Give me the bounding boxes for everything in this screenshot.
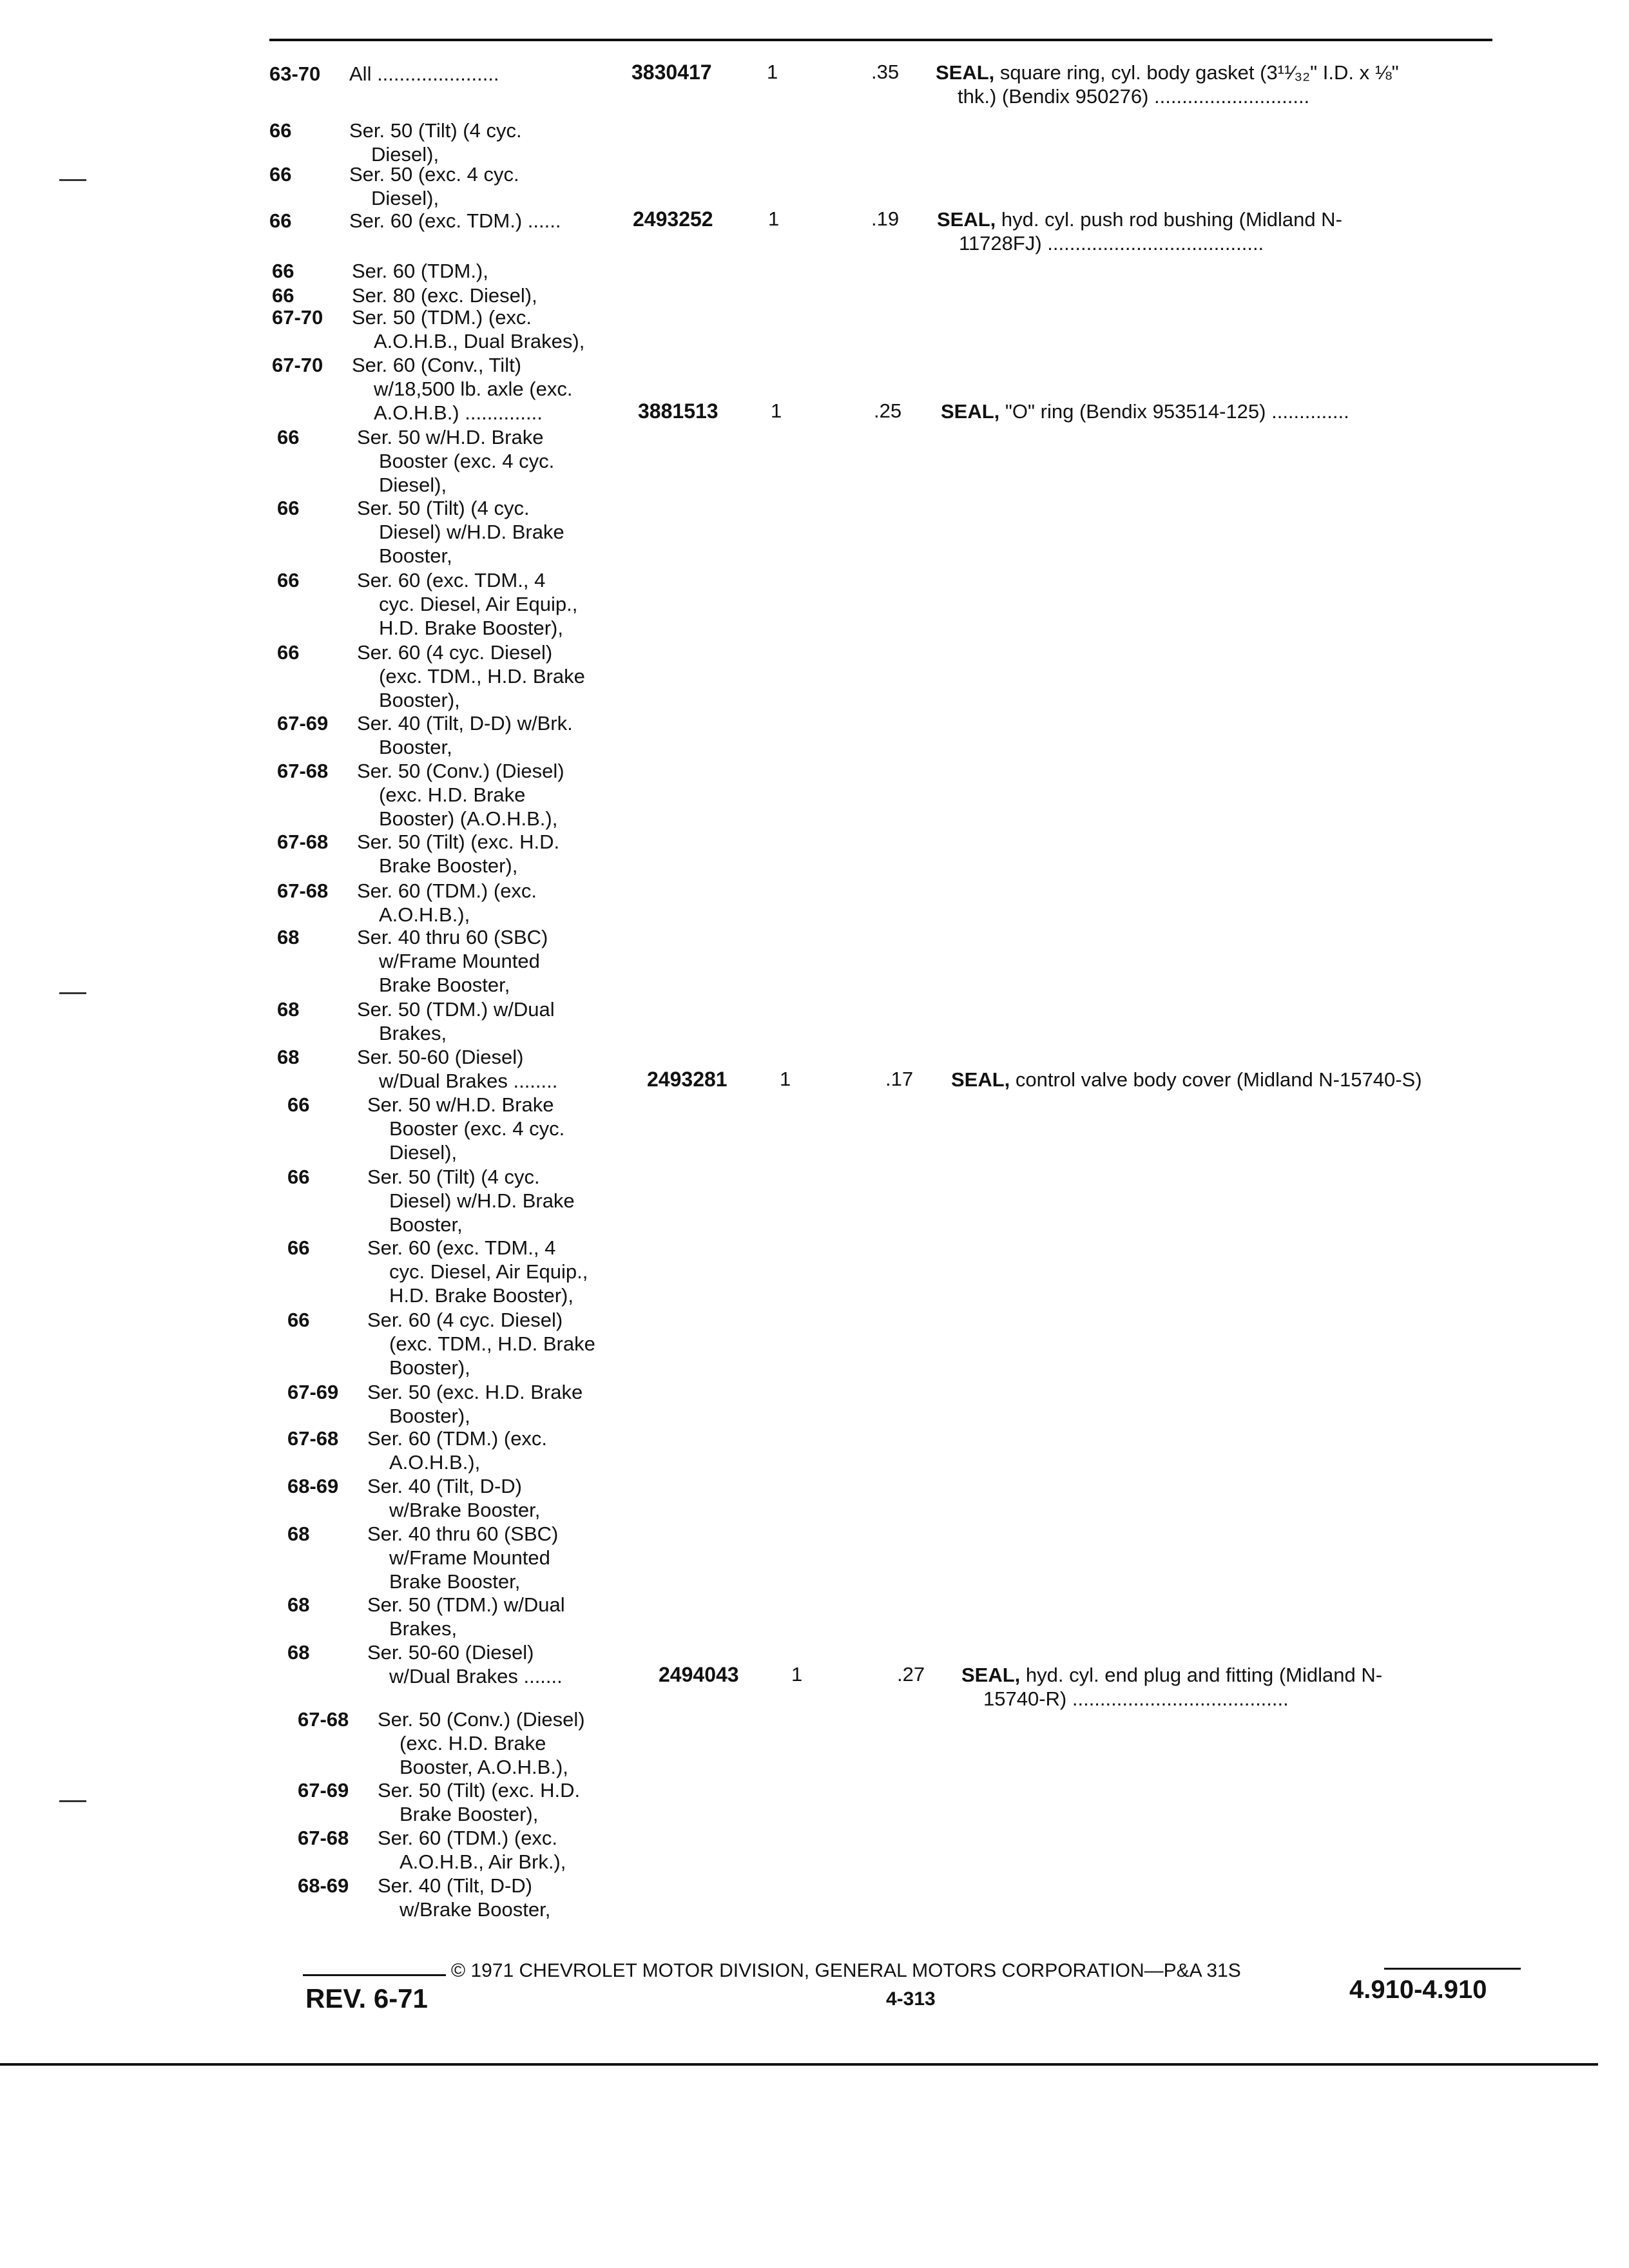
- part-number: 2493281: [647, 1068, 728, 1091]
- top-rule: [269, 39, 1492, 41]
- bottom-rule: [0, 2063, 1598, 2066]
- quantity: 1: [768, 207, 780, 230]
- application-text: [357, 830, 559, 878]
- model-years: 63-70: [269, 62, 321, 85]
- application-line: w/18,500 lb. axle (exc.: [374, 378, 573, 400]
- footer-copyright: © 1971 CHEVROLET MOTOR DIVISION, GENERAL MOTORS CORPORATION—P&A 31S: [451, 1960, 1241, 1981]
- application-text: [367, 1093, 564, 1164]
- application-line: (exc. TDM., H.D. Brake: [389, 1332, 595, 1355]
- part-number: 3830417: [631, 61, 712, 84]
- application-line: Ser. 80 (exc. Diesel),: [352, 284, 537, 307]
- application-line: cyc. Diesel, Air Equip.,: [389, 1260, 588, 1283]
- application-line: Brake Booster),: [379, 854, 518, 877]
- part-description: [961, 1663, 1382, 1711]
- part-description: [937, 207, 1342, 255]
- application-line: Diesel) w/H.D. Brake: [379, 521, 564, 543]
- description-text: hyd. cyl. push rod bushing (Midland N-: [996, 208, 1342, 231]
- application-line: Brake Booster,: [389, 1570, 521, 1593]
- application-line: w/Frame Mounted: [379, 950, 540, 972]
- footer-rule-left: [303, 1974, 446, 1976]
- description-text: square ring, cyl. body gasket (3¹¹⁄₃₂" I.D. x ⅛": [994, 61, 1399, 84]
- application-line: Ser. 60 (TDM.) (exc.: [357, 879, 537, 902]
- application-line: Ser. 50-60 (Diesel): [357, 1046, 524, 1068]
- description-continuation: thk.) (Bendix 950276) ............................: [958, 85, 1310, 108]
- application-line: Brakes,: [379, 1022, 447, 1044]
- application-text: [367, 1165, 575, 1236]
- application-line: (exc. TDM., H.D. Brake: [379, 665, 585, 687]
- application-line: Brakes,: [389, 1617, 458, 1640]
- model-years: 67-70: [272, 354, 323, 376]
- model-years: 67-69: [287, 1381, 339, 1403]
- application-line: Booster,: [379, 736, 452, 758]
- quantity: 1: [767, 61, 778, 83]
- application-line: Booster, A.O.H.B.),: [400, 1756, 568, 1778]
- page-number: 4-313: [886, 1988, 936, 2010]
- application-line: cyc. Diesel, Air Equip.,: [379, 593, 578, 615]
- description-keyword: SEAL,: [936, 61, 995, 84]
- application-line: Ser. 60 (TDM.) (exc.: [378, 1827, 558, 1849]
- application-line: Ser. 60 (Conv., Tilt): [352, 354, 522, 376]
- model-years: 67-70: [272, 306, 323, 329]
- application-line: Brake Booster),: [400, 1803, 539, 1825]
- application-text: [378, 1707, 585, 1779]
- model-years: 68-69: [298, 1874, 349, 1897]
- model-years: 67-68: [298, 1827, 349, 1849]
- model-years: 68: [287, 1641, 310, 1664]
- model-years: 68: [277, 926, 300, 948]
- footer-rule-right: [1384, 1968, 1521, 1970]
- application-line: A.O.H.B., Air Brk.),: [400, 1850, 566, 1873]
- application-line: Ser. 50 (Tilt) (4 cyc.: [357, 497, 530, 519]
- application-line: Diesel) w/H.D. Brake: [389, 1189, 575, 1212]
- model-years: 67-68: [277, 831, 329, 853]
- description-continuation: 11728FJ) .......................................: [959, 232, 1264, 255]
- application-line: Ser. 50 (Conv.) (Diesel): [357, 760, 564, 782]
- part-description: [936, 61, 1399, 108]
- price: .25: [874, 399, 902, 422]
- description-continuation: 15740-R) .......................................: [983, 1687, 1289, 1710]
- application-text: [349, 119, 522, 166]
- application-line: Booster,: [389, 1213, 463, 1236]
- application-line: Ser. 60 (exc. TDM., 4: [357, 569, 546, 591]
- application-line: A.O.H.B.),: [389, 1451, 481, 1474]
- application-text: [378, 1778, 580, 1826]
- model-years: 66: [277, 569, 300, 591]
- application-line: w/Brake Booster,: [400, 1898, 551, 1921]
- description-keyword: SEAL,: [941, 400, 1000, 423]
- description-keyword: SEAL,: [961, 1664, 1021, 1686]
- application-line: Booster (exc. 4 cyc.: [389, 1117, 565, 1140]
- application-text: [357, 711, 573, 759]
- margin-tick: [59, 992, 86, 994]
- model-years: 67-68: [287, 1427, 339, 1450]
- model-years: 66: [277, 641, 300, 664]
- application-text: [367, 1380, 583, 1428]
- application-text: [367, 1427, 547, 1474]
- part-description: [951, 1068, 1422, 1091]
- application-line: Ser. 50 (Tilt) (4 cyc.: [367, 1166, 540, 1188]
- application-text: [349, 62, 499, 86]
- application-text: [367, 1593, 565, 1640]
- application-line: Booster),: [379, 689, 460, 711]
- revision-label: REV. 6-71: [305, 1983, 428, 2013]
- description-text: hyd. cyl. end plug and fitting (Midland N-: [1020, 1664, 1383, 1686]
- model-years: 67-69: [277, 712, 329, 735]
- application-text: [352, 259, 488, 283]
- part-number: 2494043: [659, 1663, 739, 1686]
- description-text: control valve body cover (Midland N-15740-S): [1010, 1068, 1422, 1091]
- application-text: [367, 1308, 595, 1379]
- application-line: H.D. Brake Booster),: [389, 1284, 574, 1307]
- margin-tick: [59, 1800, 86, 1802]
- part-description: [941, 399, 1349, 423]
- application-line: Ser. 40 thru 60 (SBC): [357, 926, 548, 948]
- application-line: w/Dual Brakes ........: [379, 1070, 558, 1092]
- application-line: Diesel),: [371, 143, 439, 166]
- model-years: 66: [287, 1166, 310, 1188]
- application-text: [357, 759, 564, 831]
- application-text: [357, 879, 537, 927]
- application-text: [357, 997, 555, 1045]
- price: .35: [871, 61, 900, 83]
- application-text: [357, 1045, 557, 1093]
- application-line: Ser. 60 (exc. TDM.) ......: [349, 209, 561, 232]
- model-years: 66: [272, 284, 294, 307]
- application-text: [367, 1640, 563, 1688]
- quantity: 1: [771, 399, 782, 422]
- model-years: 67-68: [277, 879, 329, 902]
- application-line: A.O.H.B.) ..............: [374, 401, 543, 424]
- application-line: H.D. Brake Booster),: [379, 617, 563, 639]
- application-line: Ser. 50 w/H.D. Brake: [357, 426, 544, 448]
- section-number: 4.910-4.910: [1349, 1975, 1487, 2004]
- model-years: 68: [287, 1593, 310, 1616]
- application-line: (exc. H.D. Brake: [400, 1732, 546, 1754]
- application-text: [357, 568, 577, 640]
- application-line: A.O.H.B.),: [379, 903, 470, 926]
- application-line: Ser. 40 (Tilt, D-D) w/Brk.: [357, 712, 573, 735]
- application-line: w/Frame Mounted: [389, 1546, 550, 1569]
- quantity: 1: [780, 1068, 791, 1090]
- application-line: Ser. 40 (Tilt, D-D): [378, 1874, 532, 1897]
- application-text: [357, 425, 554, 497]
- application-line: Diesel),: [379, 474, 447, 496]
- description-keyword: SEAL,: [951, 1068, 1010, 1091]
- application-line: Ser. 50 (exc. H.D. Brake: [367, 1381, 583, 1403]
- model-years: 66: [277, 426, 300, 448]
- model-years: 66: [269, 163, 292, 186]
- application-line: Ser. 40 (Tilt, D-D): [367, 1475, 522, 1497]
- application-text: [349, 162, 519, 210]
- application-line: Ser. 60 (exc. TDM., 4: [367, 1236, 556, 1259]
- price: .17: [885, 1068, 914, 1090]
- application-line: Ser. 50-60 (Diesel): [367, 1641, 534, 1664]
- application-text: [352, 305, 584, 353]
- application-text: [378, 1826, 566, 1874]
- application-line: Ser. 50 w/H.D. Brake: [367, 1093, 554, 1116]
- application-text: [367, 1474, 540, 1522]
- model-years: 66: [277, 497, 300, 519]
- application-line: Ser. 50 (exc. 4 cyc.: [349, 163, 519, 186]
- model-years: 68: [287, 1523, 310, 1545]
- application-line: Ser. 60 (4 cyc. Diesel): [367, 1309, 563, 1331]
- model-years: 66: [287, 1236, 310, 1259]
- application-line: Booster (exc. 4 cyc.: [379, 450, 555, 472]
- description-text: "O" ring (Bendix 953514-125) ..............: [999, 400, 1349, 423]
- model-years: 68: [277, 998, 300, 1021]
- application-line: Brake Booster,: [379, 974, 510, 996]
- application-line: Ser. 50 (Tilt) (exc. H.D.: [378, 1779, 581, 1802]
- application-line: Ser. 50 (Tilt) (4 cyc.: [349, 119, 522, 142]
- model-years: 66: [269, 209, 292, 232]
- application-text: [349, 209, 561, 233]
- application-line: Diesel),: [371, 187, 439, 209]
- application-text: [367, 1522, 558, 1593]
- model-years: 68-69: [287, 1475, 339, 1497]
- price: .27: [897, 1663, 925, 1686]
- price: .19: [871, 207, 900, 230]
- application-line: (exc. H.D. Brake: [379, 783, 526, 806]
- application-line: Ser. 60 (4 cyc. Diesel): [357, 641, 553, 664]
- application-line: All ......................: [349, 62, 499, 85]
- model-years: 67-68: [277, 760, 329, 782]
- margin-tick: [59, 179, 86, 181]
- quantity: 1: [791, 1663, 803, 1686]
- application-text: [357, 640, 585, 712]
- description-keyword: SEAL,: [937, 208, 996, 231]
- application-text: [367, 1236, 588, 1307]
- application-line: Ser. 50 (TDM.) (exc.: [352, 306, 532, 329]
- application-text: [352, 284, 537, 307]
- application-line: Ser. 50 (Conv.) (Diesel): [378, 1708, 585, 1731]
- application-text: [352, 353, 572, 425]
- application-line: Booster) (A.O.H.B.),: [379, 807, 558, 830]
- application-line: Booster),: [389, 1405, 470, 1427]
- application-line: Ser. 40 thru 60 (SBC): [367, 1523, 559, 1545]
- application-line: w/Brake Booster,: [389, 1499, 541, 1521]
- part-number: 3881513: [638, 399, 718, 423]
- model-years: 66: [272, 260, 294, 282]
- model-years: 68: [277, 1046, 300, 1068]
- part-number: 2493252: [633, 207, 713, 231]
- application-line: Ser. 50 (Tilt) (exc. H.D.: [357, 831, 560, 853]
- application-text: [378, 1874, 550, 1921]
- application-text: [357, 496, 564, 568]
- application-line: A.O.H.B., Dual Brakes),: [374, 330, 585, 352]
- model-years: 67-69: [298, 1779, 349, 1802]
- model-years: 66: [287, 1093, 310, 1116]
- model-years: 66: [269, 119, 292, 142]
- application-line: w/Dual Brakes .......: [389, 1665, 563, 1687]
- application-line: Ser. 60 (TDM.),: [352, 260, 488, 282]
- application-line: Diesel),: [389, 1141, 458, 1164]
- application-line: Booster,: [379, 544, 452, 567]
- model-years: 66: [287, 1309, 310, 1331]
- application-line: Ser. 50 (TDM.) w/Dual: [357, 998, 555, 1021]
- application-line: Ser. 60 (TDM.) (exc.: [367, 1427, 548, 1450]
- model-years: 67-68: [298, 1708, 349, 1731]
- application-line: Ser. 50 (TDM.) w/Dual: [367, 1593, 565, 1616]
- application-line: Booster),: [389, 1356, 470, 1379]
- application-text: [357, 925, 548, 997]
